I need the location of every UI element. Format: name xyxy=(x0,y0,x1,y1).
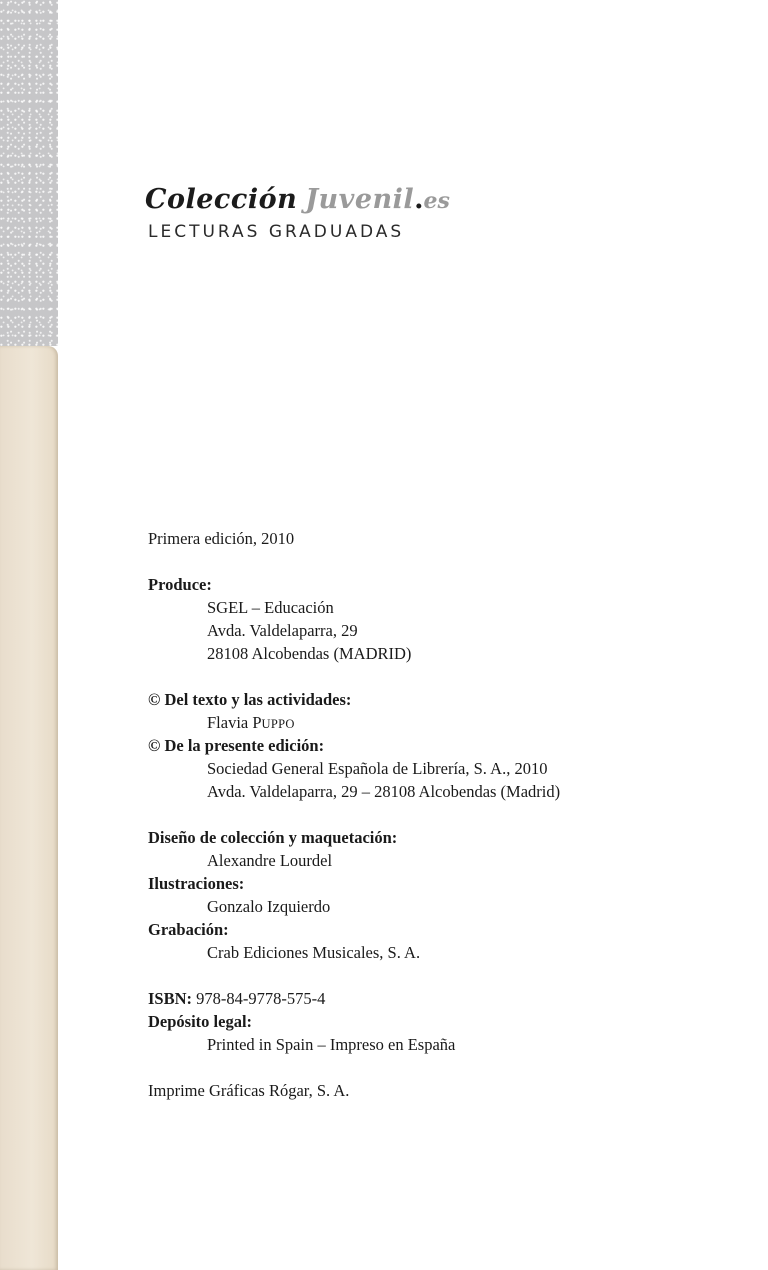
decorative-side-band xyxy=(0,0,58,1270)
produce-line: Avda. Valdelaparra, 29 xyxy=(207,621,358,640)
isbn-label: ISBN: xyxy=(148,989,193,1008)
author-name-smallcaps: UPPO xyxy=(261,717,295,731)
illustrations-value: Gonzalo Izquierdo xyxy=(207,897,331,916)
collection-subtitle: LECTURAS GRADUADAS xyxy=(148,222,405,242)
isbn-line xyxy=(148,987,748,1010)
paper-texture-strip xyxy=(0,346,58,1270)
printer-line: Imprime Gráficas Rógar, S. A. xyxy=(148,1081,350,1100)
edition-rights-label: © De la presente edición: xyxy=(148,736,325,755)
legal-deposit-label: Depósito legal: xyxy=(148,1012,253,1031)
text-rights-label: © Del texto y las actividades: xyxy=(148,690,352,709)
produce-label: Produce: xyxy=(148,575,212,594)
illustrations-label: Ilustraciones: xyxy=(148,874,245,893)
logo-word-coleccion: Colección xyxy=(145,184,298,215)
text-rights-author xyxy=(148,711,748,734)
logo-dot: . xyxy=(414,184,424,215)
logo-word-juvenil: Juvenil xyxy=(305,184,415,215)
edition-rights-line: Sociedad General Española de Librería, S. A., 2010 xyxy=(207,759,548,778)
edition-line: Primera edición, 2010 xyxy=(148,529,295,548)
logo-tld: es xyxy=(423,188,450,214)
grey-texture-strip xyxy=(0,0,58,346)
legal-deposit-value: Printed in Spain – Impreso en España xyxy=(207,1035,456,1054)
produce-line: SGEL – Educación xyxy=(207,598,334,617)
produce-line: 28108 Alcobendas (MADRID) xyxy=(207,644,412,663)
author-name-first: Flavia P xyxy=(207,713,262,732)
recording-value: Crab Ediciones Musicales, S. A. xyxy=(207,943,421,962)
isbn-value: 978-84-9778-575-4 xyxy=(196,989,326,1008)
recording-label: Grabación: xyxy=(148,920,229,939)
design-value: Alexandre Lourdel xyxy=(207,851,333,870)
edition-rights-line: Avda. Valdelaparra, 29 – 28108 Alcobendas (Madrid) xyxy=(207,782,561,801)
collection-logo xyxy=(145,186,450,213)
credits-block xyxy=(148,527,748,1102)
design-label: Diseño de colección y maquetación: xyxy=(148,828,398,847)
